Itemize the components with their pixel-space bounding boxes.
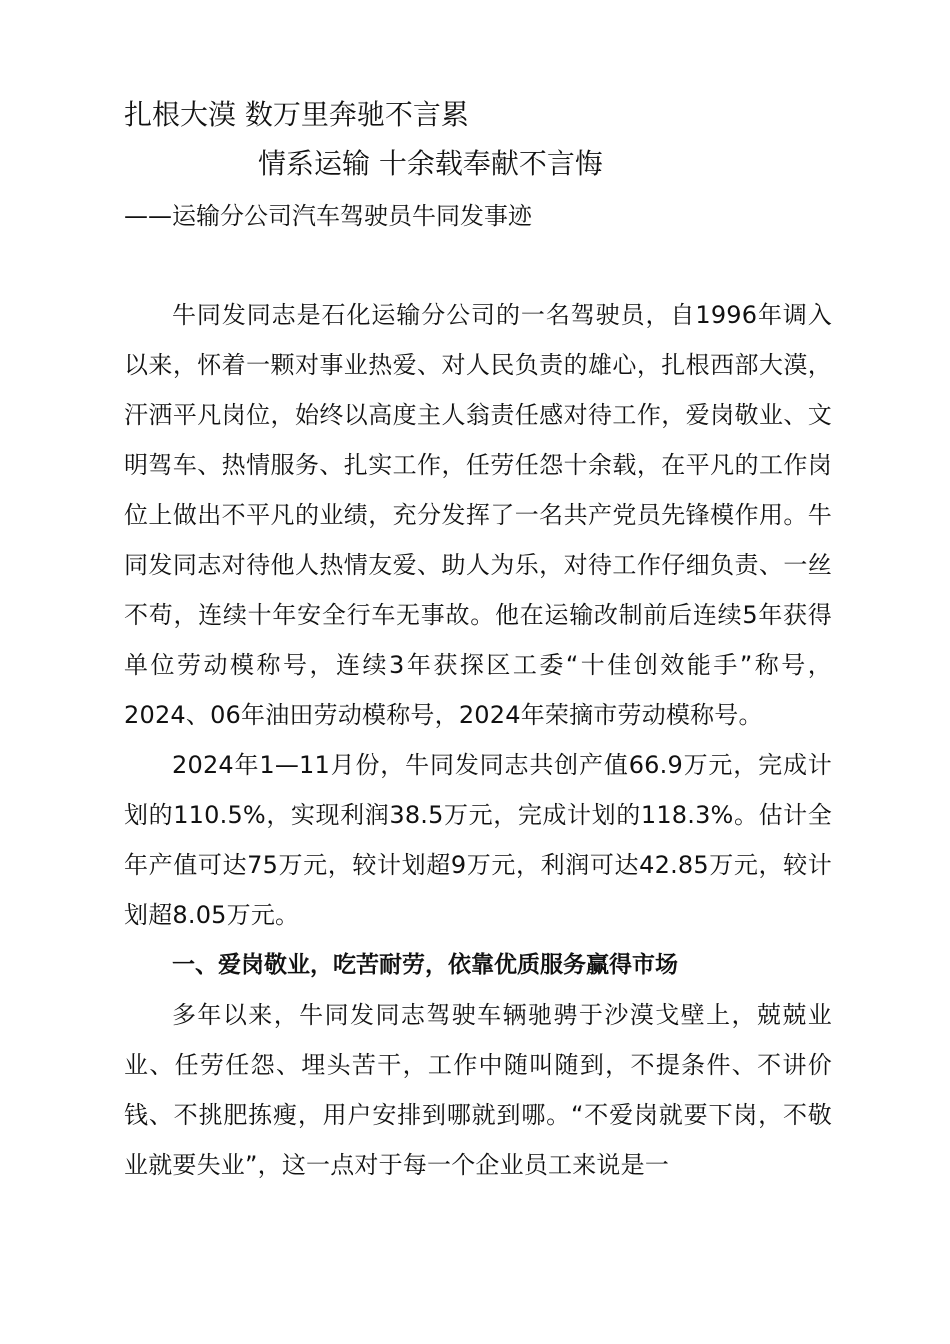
title-line-1: 扎根大漠 数万里奔驰不言累: [124, 98, 469, 131]
title-line-2: 情系运输 十余载奉献不言悔: [258, 147, 603, 180]
paragraph-output-figures: 2024年1—11月份，牛同发同志共创产值66.9万元，完成计划的110.5%，实现利润38.5万元，完成计划的118.3%。估计全年产值可达75万元，较计划超9万元，利润可达42.85万元，较计划超8.05万元。: [124, 751, 832, 929]
document-body: [124, 290, 832, 1190]
section-1-heading: 一、爱岗敬业，吃苦耐劳，依靠优质服务赢得市场: [172, 952, 678, 978]
paragraph-intro: 牛同发同志是石化运输分公司的一名驾驶员，自1996年调入以来，怀着一颗对事业热爱、对人民负责的雄心，扎根西部大漠，汗洒平凡岗位，始终以高度主人翁责任感对待工作，爱岗敬业、文明驾车、热情服务、扎实工作，任劳任怨十余载，在平凡的工作岗位上做出不平凡的业绩，充分发挥了一名共产党员先锋模作用。牛同发同志对待他人热情友爱、助人为乐，对待工作仔细负责、一丝不苟，连续十年安全行车无事故。他在运输改制前后连续5年获得单位劳动模称号，连续3年获探区工委“十佳创效能手”称号，2024、06年油田劳动模称号，2024年荣摘市劳动模称号。: [124, 301, 832, 729]
subtitle: ——运输分公司汽车驾驶员牛同发事迹: [124, 202, 532, 230]
section-1-paragraph: 多年以来，牛同发同志驾驶车辆驰骋于沙漠戈壁上，兢兢业业、任劳任怨、埋头苦干，工作中随叫随到，不提条件、不讲价钱、不挑肥拣瘦，用户安排到哪就到哪。“不爱岗就要下岗，不敬业就要失业”，这一点对于每一个企业员工来说是一: [124, 1001, 832, 1179]
